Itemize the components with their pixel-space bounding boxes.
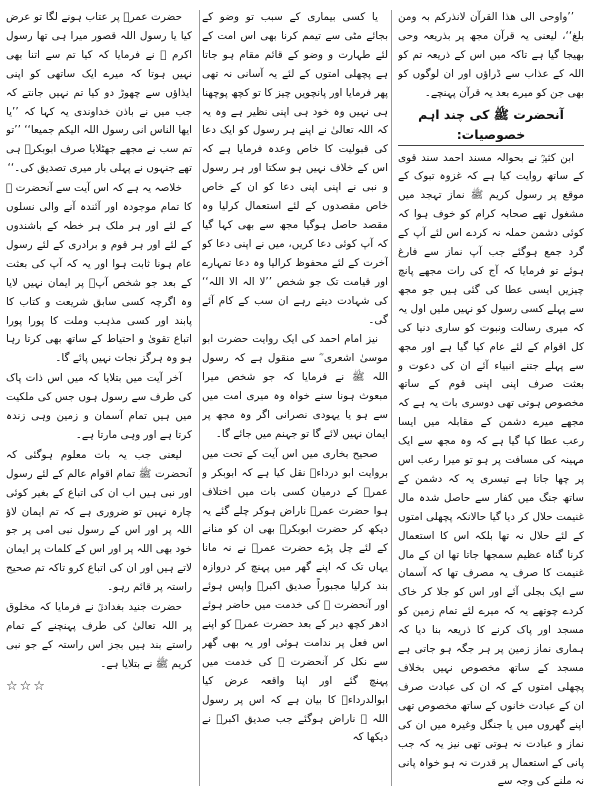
paragraph: آخر آیت میں بتلایا کہ میں اس ذات پاک کی طرف سے رسول ہوں جس کی ملکیت میں ہیں تمام آسمان و زمین وہی زندہ کرتا ہے اور وہی مارتا ہے۔ [6, 372, 192, 441]
paragraph: لیعنی جب یہ بات معلوم ہوگئی کہ آنحضرت ﷺ تمام اقوام عالم کے لئے رسول اور نبی ہیں اب ان کی اتباع کے بغیر کوئی چارہ نہیں تو ضروری ہے کہ تم ایمان لاؤ اللہ پر اور اس کے رسول نبی امی پر جو خود بھی اللہ پر اور اس کے کلمات پر ایمان لاتے ہیں اور ان کی اتباع کرو تاکہ تم صحیح راستہ پر قائم رہو۔ [6, 448, 192, 594]
column-middle [202, 8, 388, 788]
column-divider [391, 10, 392, 786]
section-heading: آنحضرت ﷺ کی چند اہم خصوصیات: [398, 105, 584, 146]
paragraph: یا کسی بیماری کے سبب تو وضو کے بجائے مٹی سے تیمم کرنا بھی اس امت کے لئے طہارت و وضو کے قائم مقام ہو جاتا ہے پچھلی امتوں کے لئے یہ آسانی نہ تھی پھر فرمایا اور پانچویں چیز کا تو کچھ پوچھنا ہی نہیں وہ خود ہی اپنی نظیر ہے وہ یہ کہ اللہ تعالیٰ نے اپنے ہر رسول کو ایک دعا کی قبولیت کا خاص وعدہ فرمایا ہے کہ اس کے خلاف نہیں ہو سکتا اور ہر رسول و نبی نے اپنی اپنی دعا کو ان کے خاص خاص مقصدوں کے لئے استعمال کرلیا وہ مقصد حاصل ہوگیا مجھ سے بھی کہا گیا کہ آپ کوئی دعا کریں، میں نے اپنی دعا کو آخرت کے لئے محفوظ کرالیا وہ دعا تمہارے اور قیامت تک جو شخص ’’لا الہ الا اللہ‘‘ کی شہادت دیتے رہے ان سب کے کام آئے گی۔ [202, 11, 388, 326]
column-left [6, 8, 192, 788]
column-divider [199, 10, 200, 786]
paragraph: حضرت جنید بغدادیؒ نے فرمایا کہ مخلوق پر اللہ تعالیٰ کی طرف پہنچنے کے تمام راستے بند ہیں بجز اس راستہ کے جو نبی کریم ﷺ نے بتلایا ہے۔ [6, 601, 192, 670]
paragraph: ابن کثیرؒ نے بحوالہ مسند احمد سند قوی کے ساتھ روایت کیا ہے کہ غزوہ تبوک کے موقع پر رسول کریم ﷺ نماز تہجد میں مشغول تھے صحابہ کرام کو خوف ہوا کہ کوئی دشمن حملہ نہ کردے اس لئے آپ کے گرد جمع ہوگئے جب آپ نماز سے فارغ ہوئے تو فرمایا کہ آج کی رات مجھے پانچ چیزیں ایسی عطا کی گئی ہیں جو مجھ سے پہلے کسی رسول کو نہیں ملیں اول یہ کہ میری رسالت ونبوت کو ساری دنیا کی کل اقوام کے لئے عام کیا گیا ہے اور مجھ سے پہلے جتنے انبیاء آئے ان کی دعوت و بعثت صرف اپنی اپنی قوم کے ساتھ مخصوص ہوتی تھی دوسری بات یہ ہے کہ مجھے میرے دشمن کے مقابلہ میں ایسا رعب عطا کیا گیا ہے کہ وہ مجھ سے ایک مہینہ کی مسافت پر ہو تو میرا رعب اس پر چھا جاتا ہے تیسری یہ کہ دشمن کے ساتھ جنگ میں کفار سے حاصل شدہ مال غنیمت حلال کر دیا گیا حالانکہ پچھلی امتوں کے لئے حلال نہ تھا بلکہ اس کا استعمال کرنا گناہ عظیم سمجھا جاتا تھا ان کے مال غنیمت کا صرف یہ مصرف تھا کہ آسمان سے ایک بجلی آئے اور اس کو جلا کر خاک کردے چوتھے یہ کہ میرے لئے تمام زمین کو مسجد اور پاک کرنے کا ذریعہ بنا دیا کہ ہماری نماز زمین پر ہر جگہ ہو جاتی ہے مسجد کے ساتھ مخصوص نہیں بخلاف پچھلی امتوں کے کہ ان کی عبادت صرف ان کے عبادت خانوں کے ساتھ مخصوص تھی اپنے گھروں میں یا جنگل وغیرہ میں ان کی نماز و عبادت نہ ہوتی تھی نیز یہ کہ جب پانی کے استعمال پر قدرت نہ ہو خواہ پانی نہ ملنے کی وجہ سے [398, 151, 584, 788]
page-body [6, 8, 584, 788]
paragraph: صحیح بخاری میں اس آیت کے تحت میں بروایت ابو درداءؓ نقل کیا ہے کہ ابوبکر و عمرؓ کے درمیان کسی بات میں اختلاف ہوا حضرت عمرؓ ناراض ہوکر چلے گئے یہ دیکھ کر حضرت ابوبکرؓ بھی ان کو منانے کے لئے چل پڑے حضرت عمرؓ نے نہ مانا یہاں تک کہ اپنے گھر میں پہنچ کر دروازہ بند کرلیا مجبوراً صدیق اکبرؓ واپس ہوئے اور آنحضرت ﷺ کی خدمت میں حاضر ہوئے ادھر کچھ دیر کے بعد حضرت عمرؓ کو اپنے اس فعل پر ندامت ہوئی اور یہ بھی گھر سے نکل کر آنحضرت ﷺ کی خدمت میں پہنچ گئے اور اپنا واقعہ عرض کیا ابوالدرداءؓ کا بیان ہے کہ اس پر رسول اللہ ﷺ ناراض ہوگئے جب صدیق اکبرؓ نے دیکھا کہ [202, 447, 388, 744]
paragraph: خلاصہ یہ ہے کہ اس آیت سے آنحضرت ﷺ کا تمام موجودہ اور آئندہ آنے والی نسلوں کے لئے اور ہر ملک ہر خطہ کے باشندوں کے لئے اور ہر قوم و برادری کے لئے رسول عام ہونا ثابت ہوا اور یہ کہ آپ کی بعثت کے بعد جو شخص آپؐ پر ایمان نہیں لایا وہ اگرچہ کسی سابق شریعت و کتاب کا پابند اور کسی مذہب وملت کا پورا پورا اتباع تقویٰ و احتیاط کے ساتھ بھی کرتا رہا ہو وہ ہرگز نجات نہیں پائے گا۔ [6, 182, 192, 365]
paragraph: ’’واوحی الی ھذا القرآن لانذرکم بہ ومن بلغ‘‘، لیعنی یہ قرآن مجھ پر بذریعہ وحی بھیجا گیا ہے تاکہ میں اس کے ذریعہ تم کو اللہ کے عذاب سے ڈراؤں اور ان لوگوں کو بھی جن کو میرے بعد یہ قرآن پہنچے۔ [398, 11, 584, 99]
paragraph: نیز امام احمد کی ایک روایت حضرت ابو موسیٰ اشعری ؓ سے منقول ہے کہ رسول اللہ ﷺ نے فرمایا کہ جو شخص میرا مبعوث ہونا سنے خواہ وہ میری امت میں سے ہو یا یہودی نصرانی اگر وہ مجھ پر ایمان نہیں لائے گا تو جہنم میں جائے گا۔ [202, 333, 388, 440]
paragraph: حضرت عمرؓ پر عتاب ہونے لگا تو عرض کیا یا رسول اللہ قصور میرا ہی تھا رسول اکرم ﷺ نے فرمایا کہ کیا تم سے اتنا بھی نہیں ہوتا کہ میرے ایک ساتھی کو اپنی ایذاؤں سے چھوڑ دو کیا تم نہیں جانتے کہ جب میں نے باذن خداوندی یہ کہا کہ ’’یا ایھا الناس انی رسول اللہ الیکم جمیعا‘‘ ’’تو تم سب نے مجھے جھٹلایا صرف ابوبکرؓ ہی تھے جنہوں نے پہلی بار میری تصدیق کی۔‘‘ [6, 11, 192, 175]
column-right [398, 8, 584, 788]
end-stars: ☆☆☆ [6, 678, 47, 694]
